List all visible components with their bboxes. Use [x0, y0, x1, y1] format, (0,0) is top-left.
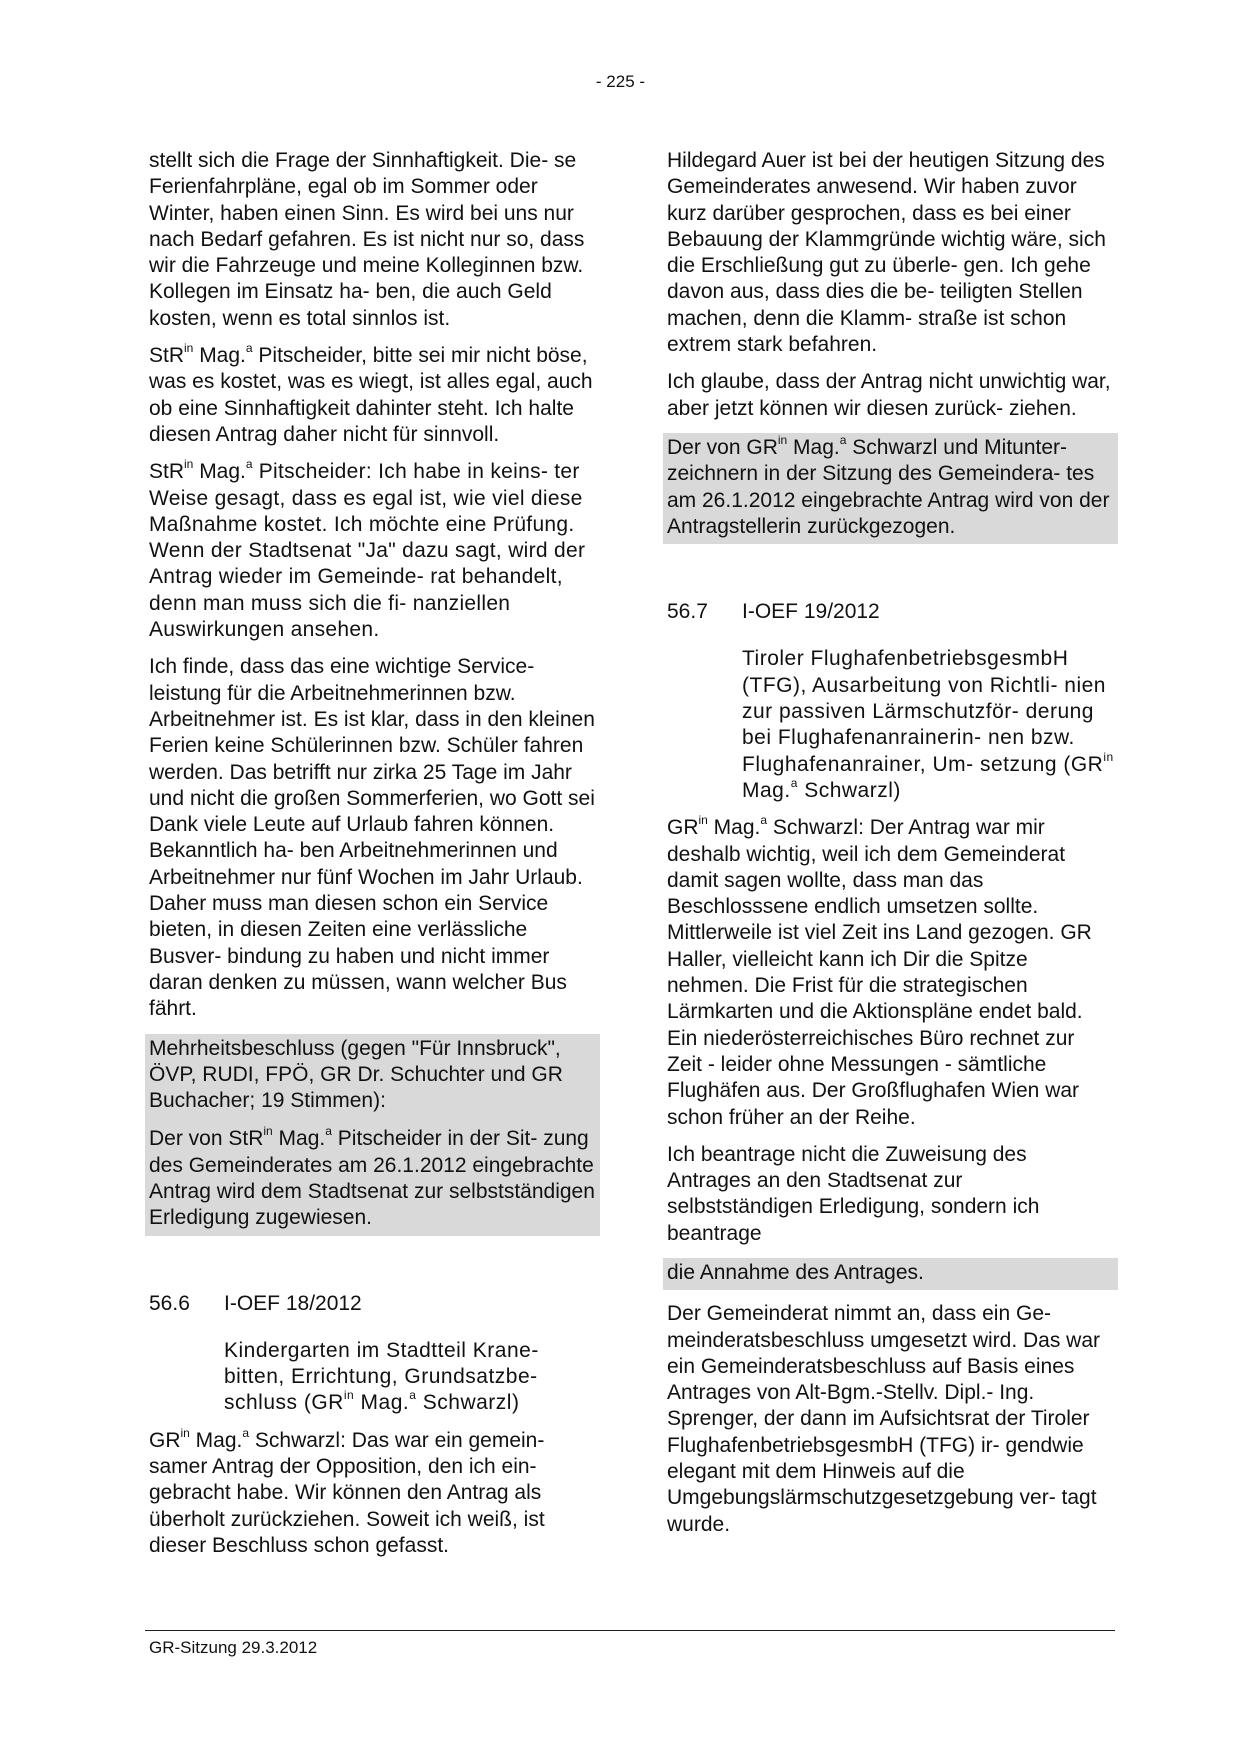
resolution-text: Der von $GR^{in}$ Mag.$^a$ Schwarzl und Mitunter- zeichnern in der Sitzung des Gemeindera- tes am 26.1.2012 eingebrachte Antrag wird von der Antragstellerin zurückgezogen. [663, 433, 1118, 544]
paragraph: Ich glaube, dass der Antrag nicht unwichtig war, aber jetzt können wir diesen zurück- ziehen. [667, 370, 1111, 420]
left-column [145, 148, 600, 1570]
page-number: - 225 - [595, 72, 646, 91]
agenda-item-title: Tiroler FlughafenbetriebsgesmbH (TFG), Ausarbeitung von Richtli- nien zur passiven Lärmschutzför- derung bei Flughafenanrainerin- nen bzw. Flughafenanrainer, Um- setzung ($GR^{in}$ Mag.$^a$ Schwarzl) [742, 647, 1114, 802]
resolution-block [663, 433, 1118, 544]
agenda-item-title: Kindergarten im Stadtteil Krane- bitten, Errichtung, Grundsatzbe- schluss ($GR^{in}$ Mag.$^a$ Schwarzl) [224, 1338, 539, 1415]
resolution-text: die Annahme des Antrages. [663, 1258, 1118, 1290]
resolution-vote: Mehrheitsbeschluss (gegen "Für Innsbruck", ÖVP, RUDI, FPÖ, GR Dr. Schuchter und GR Buchacher; 19 Stimmen): [145, 1034, 600, 1119]
paragraph: Der Gemeinderat nimmt an, dass ein Ge- meinderatsbeschluss umgesetzt wird. Das war ein Gemeinderatsbeschluss auf Basis eines Antrages von Alt-Bgm.-Stellv. Dipl.- Ing. Sprenger, der dann im Aufsichtsrat der Tiroler FlughafenbetriebsgesmbH (TFG) ir- gendwie elegant mit dem Hinweis auf die Umgebungslärmschutzgesetzgebung ver- tagt wurde. [667, 1302, 1101, 1536]
resolution-block [145, 1034, 600, 1236]
resolution-text: Der von StR$^{in}$ Mag.$^a$ Pitscheider in der Sit- zung des Gemeinderates am 26.1.2012 eingebrachte Antrag wird dem Stadtsenat zur selbstständigen Erledigung zugewiesen. [145, 1118, 600, 1235]
right-column [663, 148, 1118, 1549]
paragraph: Hildegard Auer ist bei der heutigen Sitzung des Gemeinderates anwesend. Wir haben zuvor kurz darüber gesprochen, dass es bei einer Bebauung der Klammgründe wichtig wäre, sich die Erschließung gut zu überle- gen. Ich gehe davon aus, dass dies die be- teiligten Stellen machen, denn die Klamm- straße ist schon extrem stark befahren. [667, 149, 1106, 357]
agenda-item-code: I-OEF 19/2012 [742, 600, 880, 624]
paragraph: StR$^{in}$ Mag.$^a$ Pitscheider, bitte sei mir nicht böse, was es kostet, was es wiegt, ist alles egal, auch ob eine Sinnhaftigkeit dahinter steht. Ich halte diesen Antrag daher nicht für sinnvoll. [149, 341, 593, 446]
agenda-item-heading [663, 599, 1118, 625]
paragraph: stellt sich die Frage der Sinnhaftigkeit. Die- se Ferienfahrpläne, egal ob im Sommer oder Winter, haben einen Sinn. Es wird bei uns nur nach Bedarf gefahren. Es ist nicht nur so, dass wir die Fahrzeuge und meine Kolleginnen bzw. Kollegen im Einsatz ha- ben, die auch Geld kosten, wenn es total sinnlos ist. [149, 149, 585, 330]
paragraph: $GR^{in}$ Mag.$^a$ Schwarzl: Das war ein gemein- samer Antrag der Opposition, den ich ein- gebracht habe. Wir können den Antrag als überholt zurückziehen. Soweit ich weiß, ist dieser Beschluss schon gefasst. [149, 1425, 545, 1557]
paragraph: Ich beantrage nicht die Zuweisung des Antrages an den Stadtsenat zur selbstständigen Erledigung, sondern ich beantrage [667, 1142, 1040, 1245]
resolution-block [663, 1258, 1118, 1290]
agenda-item-number: 56.6 [149, 1291, 190, 1315]
paragraph: $GR^{in}$ Mag.$^a$ Schwarzl: Der Antrag war mir deshalb wichtig, weil ich dem Gemeinderat damit sagen wollte, dass man das Beschlosssene endlich umsetzen sollte. Mittlerweile ist viel Zeit ins Land gezogen. GR Haller, vielleicht kann ich Dir die Spitze nehmen. Die Frist für die strategischen Lärmkarten und die Aktionspläne endet bald. Ein niederösterreichisches Büro rechnet zur Zeit - leider ohne Messungen - sämtliche Flughäfen aus. Der Großflughafen Wien war schon früher an der Reihe. [667, 813, 1092, 1129]
agenda-item-code: I-OEF 18/2012 [224, 1291, 362, 1315]
paragraph: Ich finde, dass das eine wichtige Service- leistung für die Arbeitnehmerinnen bzw. Arbeitnehmer ist. Es ist klar, dass in den kleinen Ferien keine Schülerinnen bzw. Schüler fahren werden. Das betrifft nur zirka 25 Tage im Jahr und nicht die großen Sommerferien, wo Gott sei Dank viele Leute auf Urlaub fahren können. Bekanntlich ha- ben Arbeitnehmerinnen und Arbeitnehmer nur fünf Wochen im Jahr Urlaub. Daher muss man diesen schon ein Service bieten, in diesen Zeiten eine verlässliche Busver- bindung zu haben und nicht immer daran denken zu müssen, wann welcher Bus fährt. [149, 655, 595, 1021]
footer-session-date: GR-Sitzung 29.3.2012 [149, 1638, 318, 1657]
footer-divider [145, 1630, 1115, 1631]
agenda-item-number: 56.7 [667, 600, 708, 624]
paragraph: StR$^{in}$ Mag.$^a$ Pitscheider: Ich habe in keins- ter Weise gesagt, dass es egal ist, wie viel diese Maßnahme kostet. Ich möchte eine Prüfung. Wenn der Stadtsenat "Ja" dazu sagt, wird der Antrag wieder im Gemeinde- rat behandelt, denn man muss sich die fi- nanziellen Auswirkungen ansehen. [149, 457, 586, 642]
agenda-item-heading [145, 1291, 600, 1317]
